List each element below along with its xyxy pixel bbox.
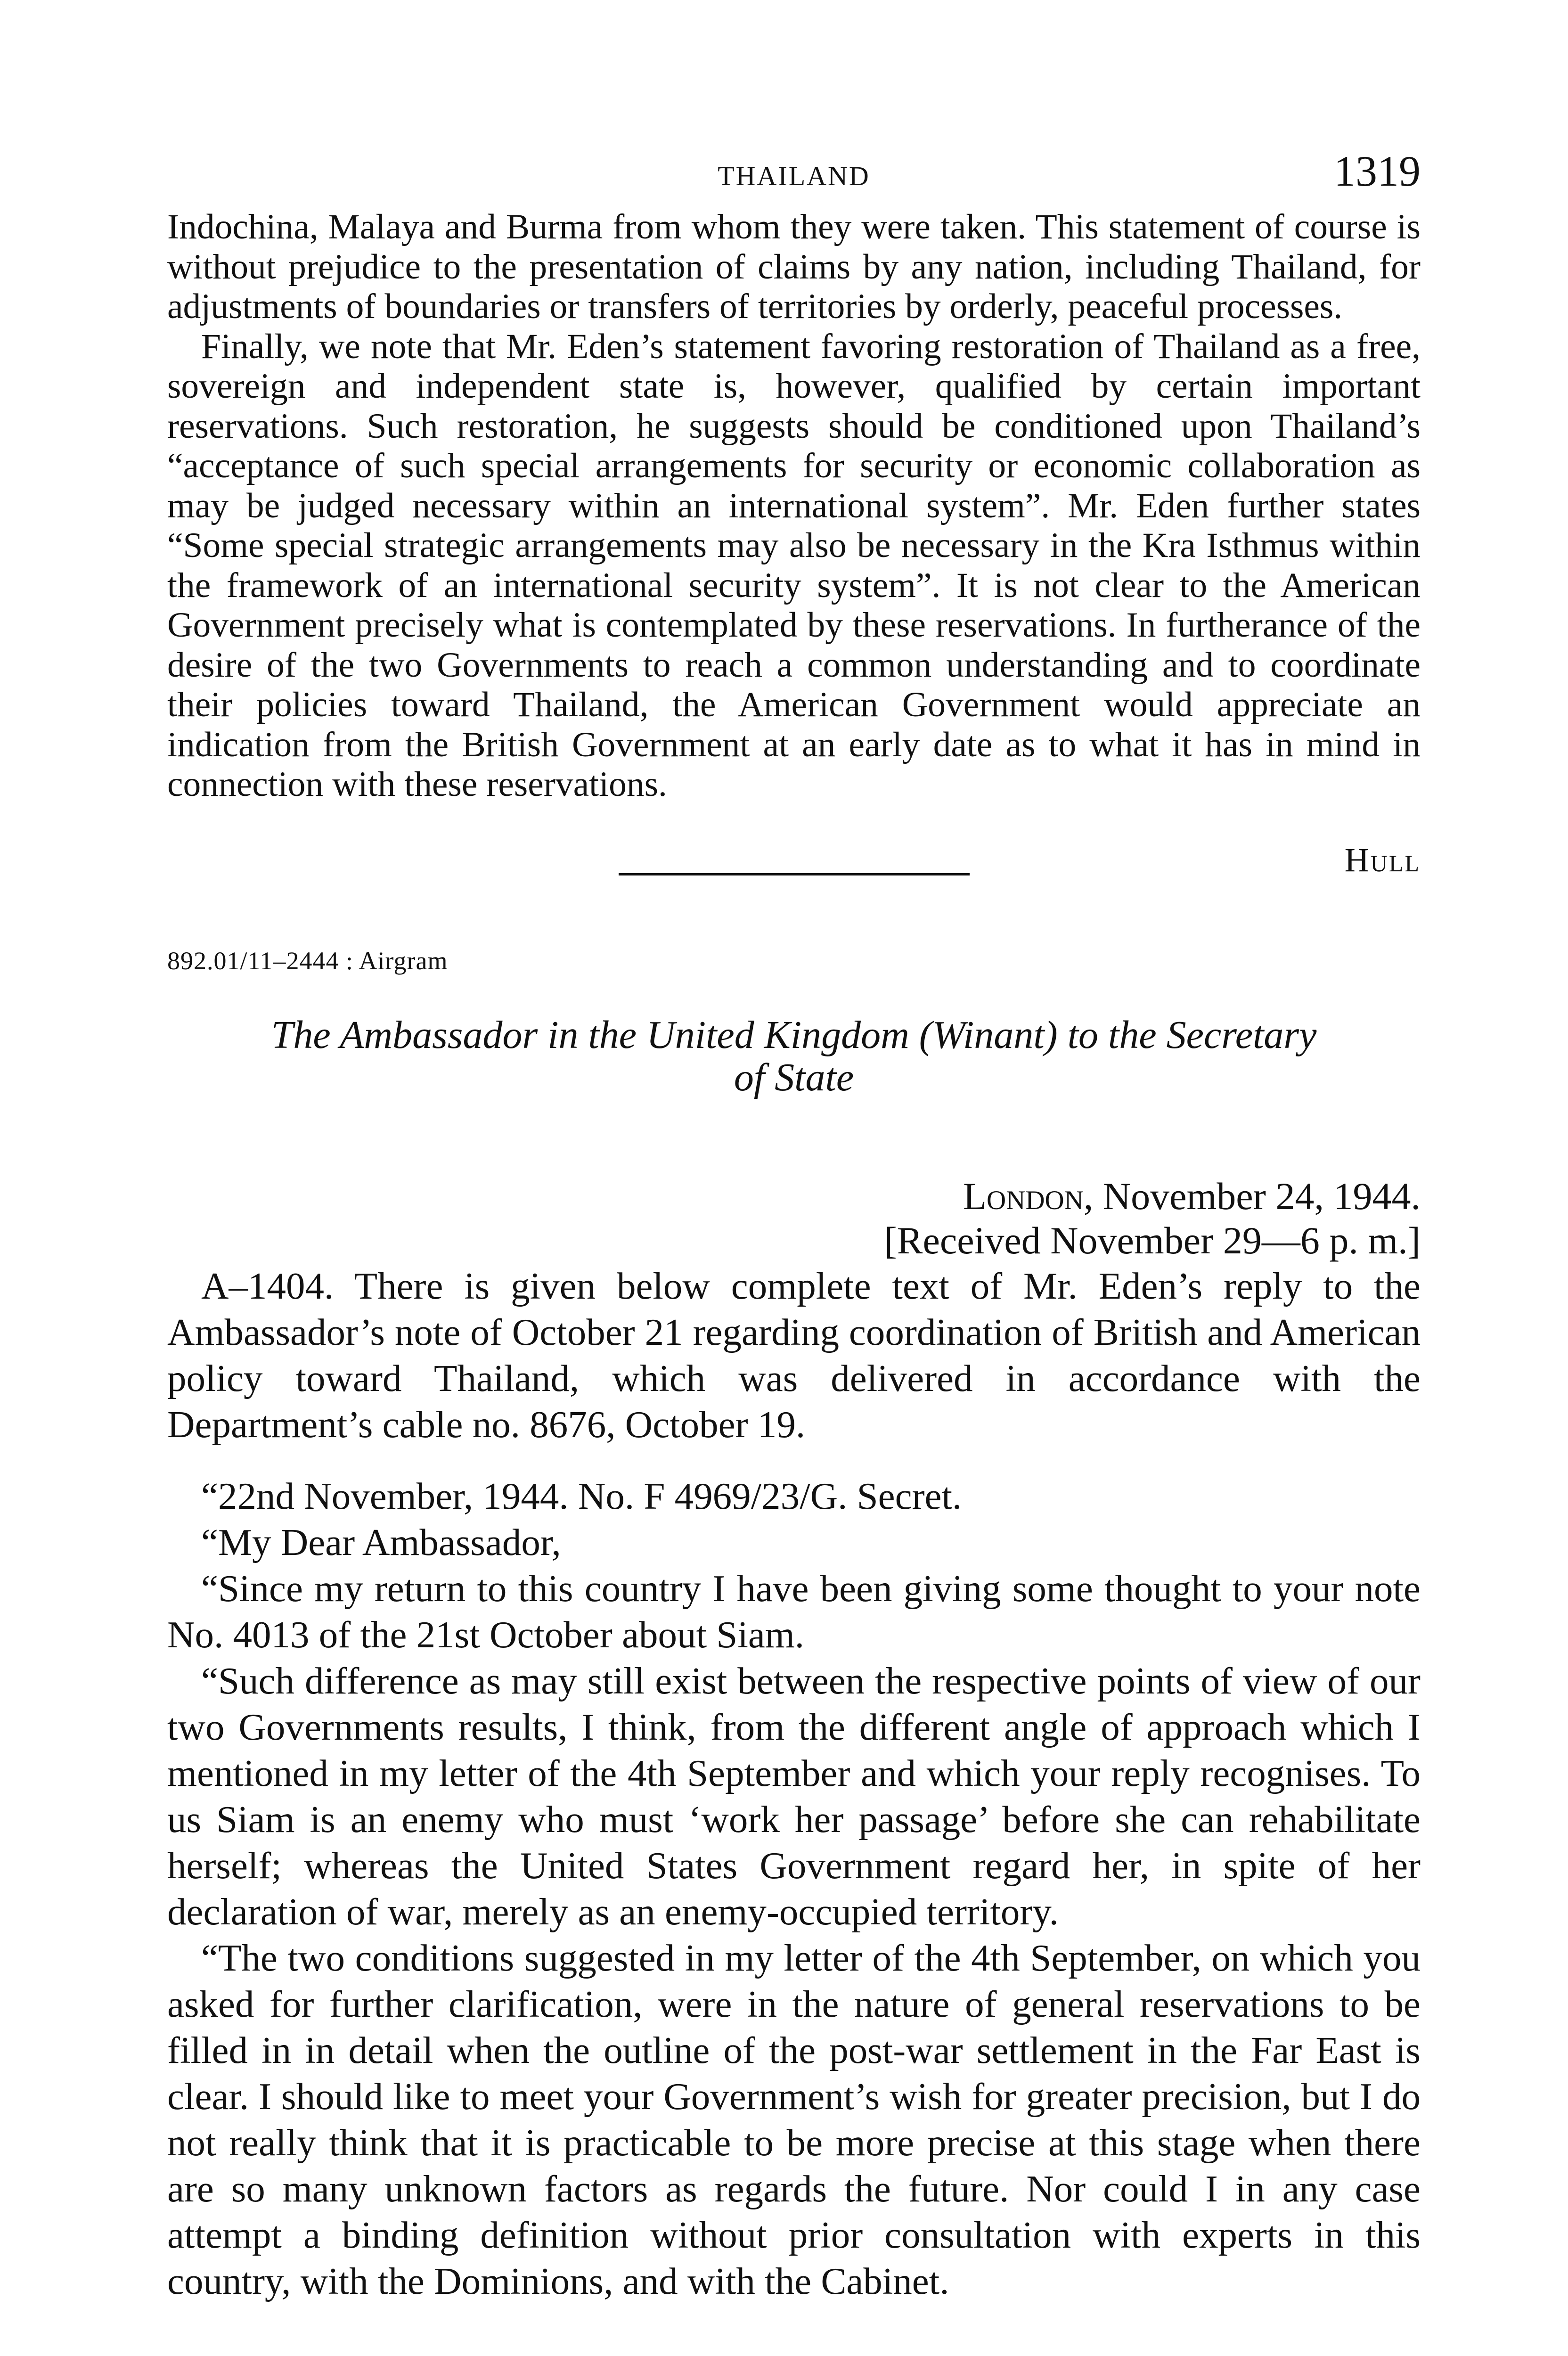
running-head: THAILAND [718,161,870,191]
letter-paragraph: “Since my return to this country I have been giving some thought to your note No. 4013 of the 21st October about Siam. [167,1567,1421,1656]
intro-paragraph: A–1404. There is given below complete text of Mr. Eden’s reply to the Ambassador’s note of October 21 regarding coordination of British and American policy toward Thailand, which was delivered in accordance with the Department’s cable no. 8676, October 19. [167,1264,1421,1446]
continued-paragraph: Indochina, Malaya and Burma from whom they were taken. This statement of course is without prejudice to the presentation of claims by any nation, including Thailand, for adjustments of boundaries or transfers of territories by orderly, peaceful processes. [167,207,1421,326]
document-page [167,141,1421,2304]
section-divider [619,873,970,875]
letter-heading: “22nd November, 1944. No. F 4969/23/G. Secret. [201,1474,962,1517]
document-title-line: The Ambassador in the United Kingdom (Winant) to the Secretary [271,1013,1317,1057]
signature: Hull [1344,841,1421,879]
page-header [167,141,1421,207]
dateline-city: London [963,1174,1084,1218]
letter-paragraph: “The two conditions suggested in my letter of the 4th September, on which you asked for further clarification, were in the nature of general reservations to be filled in in detail when the outline of the post-war settlement in the Far East is clear. I should like to meet your Government’s wish for greater precision, but I do not really think that it is practicable to be more precise at this stage when there are so many unknown factors as regards the future. Nor could I in any case attempt a binding definition without prior consultation with experts in this country, with the Dominions, and with the Cabinet. [167,1936,1421,2302]
dateline [167,1174,1421,1263]
document-title-line: of State [734,1055,854,1099]
page-number: 1319 [1334,147,1421,195]
salutation: “My Dear Ambassador, [201,1521,561,1563]
file-reference: 892.01/11–2444 : Airgram [167,946,448,975]
letter-paragraph: “Such difference as may still exist between the respective points of view of our two Governments results, I think, from the different angle of approach which I mentioned in my letter of the 4th September and which your reply recognises. To us Siam is an enemy who must ‘work her passage’ before she can rehabilitate herself; whereas the United States Government regard her, in spite of her declaration of war, merely as an enemy-occupied territory. [167,1659,1421,1933]
received-note: [Received November 29—6 p. m.] [884,1219,1421,1262]
body-paragraph: Finally, we note that Mr. Eden’s statement favoring restoration of Thailand as a free, sovereign and independent state is, however, qualified by certain important reservations. Such restoration, he suggests should be conditioned upon Thailand’s “acceptance of such special arrangements for security or economic collaboration as may be judged necessary within an international system”. Mr. Eden further states “Some special strategic arrangements may also be necessary in the Kra Isthmus within the framework of an international security system”. It is not clear to the American Government precisely what is contemplated by these reservations. In furtherance of the desire of the two Governments to reach a common understanding and to coordinate their policies toward Thailand, the American Government would appreciate an indication from the British Government at an early date as to what it has in mind in connection with these reservations. [167,327,1421,804]
document-title [167,1014,1421,1099]
dateline-place-date [167,1174,1421,1219]
dateline-date: , November 24, 1944. [1083,1174,1421,1218]
